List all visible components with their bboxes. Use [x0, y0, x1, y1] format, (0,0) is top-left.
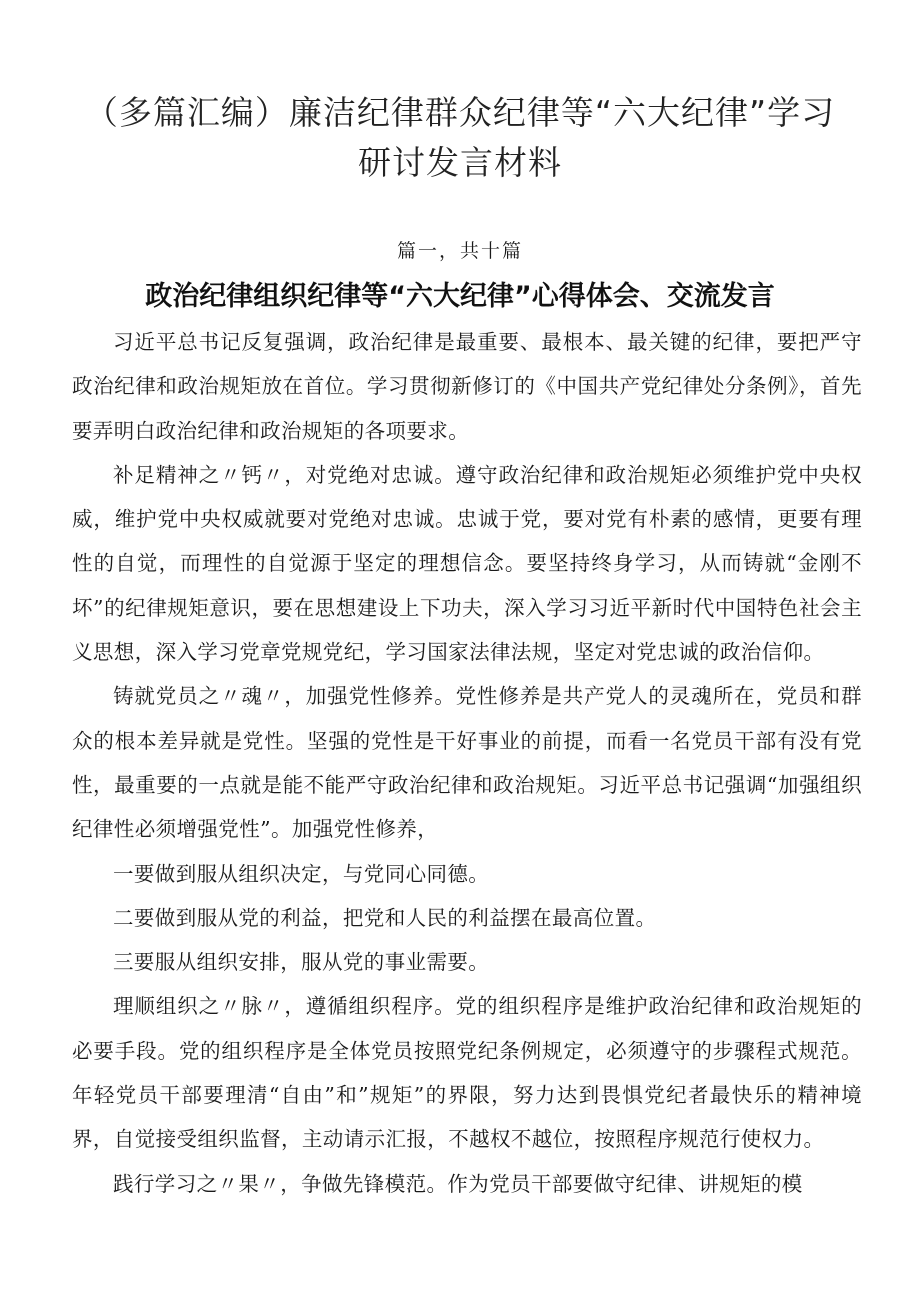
paragraph-calcium: 补足精神之〃钙〃，对党绝对忠诚。遵守政治纪律和政治规矩必须维护党中央权威，维护党中央权威就要对党绝对忠诚。忠诚于党，要对党有朴素的感情，更要有理性的自觉，而理性的自觉源于坚定的理想信念。要坚持终身学习，从而铸就“金刚不坏”的纪律规矩意识，要在思想建设上下功夫，深入学习习近平新时代中国特色社会主义思想，深入学习党章党规党纪，学习国家法律法规，坚定对党忠诚的政治信仰。 — [72, 462, 862, 665]
document-body — [72, 320, 862, 1200]
paragraph-intro: 习近平总书记反复强调，政治纪律是最重要、最根本、最关键的纪律，要把严守政治纪律和政治规矩放在首位。学习贯彻新修订的《中国共产党纪律处分条例》，首先要弄明白政治纪律和政治规矩的各项要求。 — [72, 330, 862, 443]
paragraph-soul: 铸就党员之〃魂〃，加强党性修养。党性修养是共产党人的灵魂所在，党员和群众的根本差异就是党性。坚强的党性是干好事业的前提，而看一名党员干部有没有党性，最重要的一点就是能不能严守政治纪律和政治规矩。习近平总书记强调“加强组织纪律性必须增强党性”。加强党性修养， — [72, 684, 862, 842]
paragraph-point-one: 一要做到服从组织决定，与党同心同德。 — [113, 861, 490, 886]
section-heading: 政治纪律组织纪律等“六大纪律”心得体会、交流发言 — [145, 281, 775, 312]
paragraph-pulse: 理顺组织之〃脉〃，遵循组织程序。党的组织程序是维护政治纪律和政治规矩的必要手段。党的组织程序是全体党员按照党纪条例规定，必须遵守的步骤程式规范。年轻党员干部要理清“自由”和”规矩”的界限，努力达到畏惧党纪者最快乐的精神境界，自觉接受组织监督，主动请示汇报，不越权不越位，按照程序规范行使权力。 — [72, 994, 862, 1152]
paragraph-point-two: 二要做到服从党的利益，把党和人民的利益摆在最高位置。 — [113, 905, 657, 930]
section-label: 篇一，共十篇 — [396, 240, 523, 262]
paragraph-point-three: 三要服从组织安排，服从党的事业需要。 — [113, 950, 490, 975]
paragraph-fruit: 践行学习之〃果〃，争做先锋模范。作为党员干部要做守纪律、讲规矩的模 — [113, 1171, 803, 1196]
document-title: （多篇汇编）廉洁纪律群众纪律等“六大纪律”学习研讨发言材料 — [84, 93, 836, 182]
